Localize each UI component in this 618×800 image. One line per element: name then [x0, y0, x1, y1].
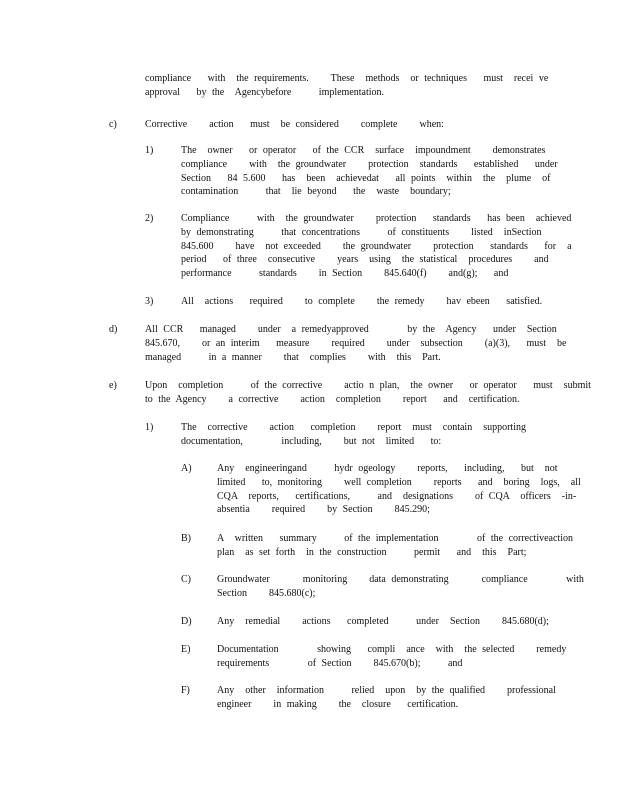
subitem-f-text	[217, 684, 556, 712]
text-line: Section 84 5.600 has been achievedat all points within the plume of	[181, 172, 551, 184]
text-line: contamination that lie beyond the waste boundary;	[181, 186, 451, 198]
subitem-e-text	[217, 643, 566, 671]
section-e-label: e)	[109, 380, 117, 391]
text-line: performance standards in Section 845.640(f) and(g); and	[181, 268, 509, 280]
text-line: requirements of Section 845.670(b); and	[217, 657, 463, 669]
text-line: engineer in making the closure certification.	[217, 698, 459, 710]
section-c-text	[145, 118, 444, 132]
intro-paragraph	[145, 72, 548, 100]
text-line: Documentation showing compli ance with the selected remedy	[217, 644, 567, 655]
text-line: Groundwater monitoring data demonstrating compliance with	[217, 574, 584, 585]
text-line: Corrective action must be considered complete when:	[145, 119, 444, 130]
section-c-item-2-label: 2)	[145, 213, 154, 224]
text-line: managed in a manner that complies with this Part.	[145, 351, 441, 363]
subitem-a-label: A)	[181, 463, 192, 474]
text-line: to the Agency a corrective action completion report and certification.	[145, 393, 520, 405]
section-e-text	[145, 379, 591, 407]
text-line: All actions required to complete the remedy hav ebeen satisfied.	[181, 296, 543, 307]
section-c-label: c)	[109, 119, 117, 130]
section-c-item-1-text	[181, 144, 558, 199]
text-line: by demonstrating that concentrations of constituents listed inSection	[181, 226, 542, 238]
text-line: Compliance with the groundwater protection standards has been achieved	[181, 213, 572, 224]
section-c-item-3-text	[181, 295, 542, 309]
text-line: The owner or operator of the CCR surface impoundment demonstrates	[181, 145, 546, 156]
subitem-a-text	[217, 462, 581, 517]
subitem-e-label: E)	[181, 644, 191, 655]
text-line: limited to, monitoring well completion reports and boring logs, all	[217, 476, 581, 488]
text-line: Any engineeringand hydr ogeology reports, including, but not	[217, 463, 558, 474]
subitem-f-label: F)	[181, 685, 190, 696]
text-line: CQA reports, certifications, and designations of CQA officers -in-	[217, 490, 577, 502]
section-c-item-2-text	[181, 212, 572, 281]
text-line: Section 845.680(c);	[217, 587, 316, 599]
subitem-c-text	[217, 573, 584, 601]
subitem-b-text	[217, 532, 573, 560]
text-line: 845.600 have not exceeded the groundwater protection standards for a	[181, 240, 572, 252]
text-line: plan as set forth in the construction permit and this Part;	[217, 546, 527, 558]
section-c-item-1-label: 1)	[145, 145, 154, 156]
text-line: All CCR managed under a remedyapproved by the Agency under Section	[145, 324, 557, 335]
text-line: Any other information relied upon by the qualified professional	[217, 685, 556, 696]
text-line: A written summary of the implementation of the correctiveaction	[217, 533, 573, 544]
text-line: absentia required by Section 845.290;	[217, 504, 430, 516]
section-d-text	[145, 323, 566, 364]
subitem-b-label: B)	[181, 533, 191, 544]
text-line: approval by the Agencybefore implementation.	[145, 86, 385, 98]
section-e-item-1-label: 1)	[145, 422, 154, 433]
section-c-item-3-label: 3)	[145, 296, 154, 307]
text-line: compliance with the requirements. These methods or techniques must recei ve	[145, 73, 549, 84]
subitem-d-text	[217, 615, 549, 629]
section-d-label: d)	[109, 324, 118, 335]
text-line: 845.670, or an interim measure required under subsection (a)(3), must be	[145, 337, 567, 349]
text-line: documentation, including, but not limited to:	[181, 435, 442, 447]
text-line: compliance with the groundwater protection standards established under	[181, 158, 558, 170]
text-line: Any remedial actions completed under Section 845.680(d);	[217, 616, 549, 627]
text-line: Upon completion of the corrective actio n plan, the owner or operator must submit	[145, 380, 591, 391]
section-e-item-1-text	[181, 421, 526, 449]
text-line: period of three consecutive years using the statistical procedures and	[181, 254, 549, 266]
subitem-d-label: D)	[181, 616, 192, 627]
subitem-c-label: C)	[181, 574, 191, 585]
text-line: The corrective action completion report must contain supporting	[181, 422, 526, 433]
